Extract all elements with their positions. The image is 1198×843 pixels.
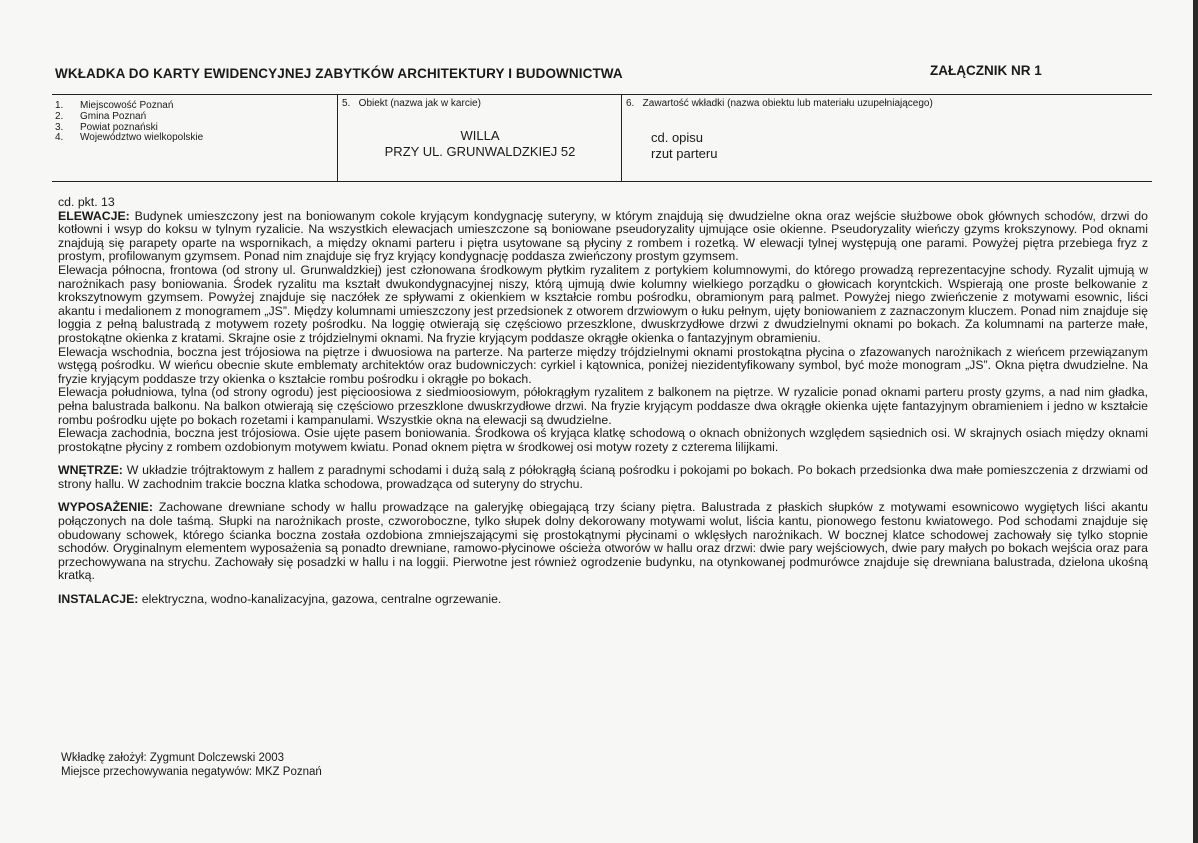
elewacje-paragraph bbox=[58, 210, 1148, 264]
location-item: 4. Województwo wielkopolskie bbox=[55, 132, 204, 144]
wnetrze-heading: WNĘTRZE: bbox=[58, 463, 123, 478]
contents-line2: rzut parteru bbox=[651, 146, 718, 161]
wnetrze-text: W układzie trójtraktowym z hallem z paradnymi schodami i dużą salą z półokrągłą ścianą pośrodku i pokojami po bokach. Po bokach przedsionka dwa małe pomieszczenia z drzwiami od strony hallu. W zachodnim trakcie boczna klatka schodowa, prowadząca od suteryny do strychu. bbox=[58, 463, 1148, 491]
elewacje-text: Budynek umieszczony jest na boniowanym cokole kryjącym kondygnację suteryny, w którym znajdują się dwudzielne okna oraz wejście służbowe obok głównych schodów, drzwi do kotłowni i wsyp do koksu w tylnym ryzalicie. Na wszystkich elewacjach umieszczone są boniowane pseudoryzality ujmujące osie okienne. Pseudoryzality wieńczy gzyms krokszynowy. Pod oknami znajdują się parapety oparte na wspornikach, a między oknami parteru i piętra usytowane są płyciny z rombem i rozetką. W elewacji tylnej występują one parami. Powyżej piętra przebiega fryz z prostym, profilowanym gzymsem. Ponad nim znajduje się fryz kryjący kondygnację poddasza zwieńczony prostym gzymsem. bbox=[58, 208, 1148, 264]
document-title: WKŁADKA DO KARTY EWIDENCYJNEJ ZABYTKÓW ARCHITEKTURY I BUDOWNICTWA bbox=[55, 66, 623, 81]
footer bbox=[61, 751, 322, 779]
instalacje-text: elektryczna, wodno-kanalizacyjna, gazowa, centralne ogrzewanie. bbox=[138, 592, 502, 607]
elewacja-polnocna: Elewacja północna, frontowa (od strony ul. Grunwaldzkiej) jest członowana środkowym płytkim ryzalitem z portykiem kolumnowymi, do którego prowadzą reprezentacyjne schody. Ryzalit ujmują w narożnikach pasy boniowania. Środek ryzalitu ma kształt dwukondygnacyjnej niszy, którą ujmują dwie kolumny wielkiego porządku o głowicach koryntckich. Wspierają one proste belkowanie z krokszytnowym gzymsem. Powyżej znajduje się naczółek ze spływami z okienkiem w kształcie rombu pośrodku, obramionym parą palmet. Powyżej niego zwieńczenie z motywami esownic, liści akantu i medalionem z monogramem „JS”. Między kolumnami umieszczony jest przedsionek z otworem drzwiowym o łuku pełnym, ujęty boniowaniem z zaznaczonym kluczem. Ponad nim znajduje się loggia z pełną balustradą z motywem rozety pośrodku. Na loggię otwierają się częściowo przeszklone, dwuskrzydłowe drzwi z dwudzielnymi oknami po bokach. Za kolumnami na parterze małe, prostokątne okienka z kratami. Skrajne osie z trójdzielnymi oknami. Na fryzie kryjącym poddasze okrągłe okienka o fantazyjnym obramieniu. bbox=[58, 262, 1148, 345]
location-list bbox=[55, 101, 203, 144]
description-body bbox=[58, 196, 1148, 607]
continuation-label: cd. pkt. 13 bbox=[58, 195, 115, 209]
object-name bbox=[338, 128, 622, 160]
object-name-line2: PRZY UL. GRUNWALDZKIEJ 52 bbox=[384, 144, 576, 159]
wyposazenie-paragraph bbox=[58, 501, 1148, 583]
instalacje-heading: INSTALACJE: bbox=[58, 592, 139, 607]
annex-label: ZAŁĄCZNIK NR 1 bbox=[930, 63, 1042, 78]
object-label: 5. Obiekt (nazwa jak w karcie) bbox=[342, 98, 481, 109]
elewacja-wschodnia: Elewacja wschodnia, boczna jest trójosiowa na piętrze i dwuosiowa na parterze. Na parterze między trójdzielnymi oknami prostokątna płycina o zfazowanych narożnikach z wieńcem przewiązanym wstęgą pośrodku. W wieńcu obecnie skute emblematy architektów oraz budowniczych: cyrkiel i kątownica, poniżej niezidentyfikowany symbol, być może monogram „JS”. Okna piętra dwudzielne. Na fryzie kryjącym poddasze trzy okienka o kształcie rombu pośrodku i okrągłe po bokach. bbox=[58, 344, 1148, 386]
wnetrze-paragraph bbox=[58, 464, 1148, 491]
footer-storage: Miejsce przechowywania negatywów: MKZ Poznań bbox=[61, 766, 322, 778]
location-item: 3. Powiat poznański bbox=[55, 121, 158, 133]
instalacje-paragraph bbox=[58, 593, 1148, 607]
contents-line1: cd. opisu bbox=[651, 130, 704, 145]
elewacja-poludniowa: Elewacja południowa, tylna (od strony ogrodu) jest pięcioosiowa z siedmioosiowym, półokrągłym ryzalitem z balkonem na piętrze. W ryzalicie ponad oknami parteru prosty gzyms, a nad nim gładka, pełna balustrada balkonu. Na balkon otwierają się częściowo przeszklone dwuskrzydłowe drzwi. Na fryzie kryjącym poddasze dwa okrągłe okienka ujęte fantazyjnym obramieniem i jedno w kształcie rombu pośrodku ujęte po bokach rozetami i kampanulami. Wszystkie okna na elewacji są dwudzielne. bbox=[58, 385, 1148, 427]
location-item: 2. Gmina Poznań bbox=[55, 110, 147, 122]
object-name-line1: WILLA bbox=[460, 128, 500, 143]
wyposazenie-heading: WYPOSAŻENIE: bbox=[58, 500, 153, 515]
scan-edge bbox=[1193, 0, 1198, 843]
footer-author: Wkładkę założył: Zygmunt Dolczewski 2003 bbox=[61, 752, 285, 764]
table-bottom-border bbox=[52, 181, 1152, 182]
contents-label: 6. Zawartość wkładki (nazwa obiektu lub materiału uzupełniającego) bbox=[626, 98, 933, 109]
location-item: 1. Miejscowość Poznań bbox=[55, 100, 174, 111]
elewacja-zachodnia: Elewacja zachodnia, boczna jest trójosiowa. Osie ujęte pasem boniowania. Środkowa oś kryjąca klatkę schodową o oknach obniżonych względem sąsiednich osi. W skrajnych osiach między oknami prostokątne płyciny z rombem ozdobionym motywem kwiatu. Ponad oknem piętra w środkowej osi motyw rozety z czterema lilijkami. bbox=[58, 426, 1148, 454]
table-top-border bbox=[52, 94, 1152, 95]
wyposazenie-text: Zachowane drewniane schody w hallu prowadzące na galeryjkę obiegającą trzy ściany piętra. Balustrada z płaskich słupków z motywami esownicowo wygiętych liści akantu połączonych na dole taśmą. Słupki na narożnikach proste, czworoboczne, tylko słupek dolny dekorowany motywami wolut, liścia kantu, pionowego festonu kwiatowego. Pod schodami znajduje się obudowany schowek, którego ścianka boczna została ozdobiona zmniejszającymi się prostokątnymi płycinami o wklęsłych narożnikach. W bocznej klatce schodowej zachowały się tylko stopnie schodów. Oryginalnym elementem wyposażenia są ponadto drewniane, ramowo-płycinowe ościeża otworów w hallu oraz drzwi: dwie pary wejściowych, dwie pary małych po bokach wejścia oraz para przechowywana na strychu. Zachowały się posadzki w hallu i na loggii. Pierwotne jest również ogrodzenie budynku, na otynkowanej podmurówce znajduje się drewniana balustrada, dzielona ukośną kratką. bbox=[58, 500, 1148, 583]
elewacje-heading: ELEWACJE: bbox=[58, 208, 130, 223]
contents-lines bbox=[651, 130, 717, 162]
